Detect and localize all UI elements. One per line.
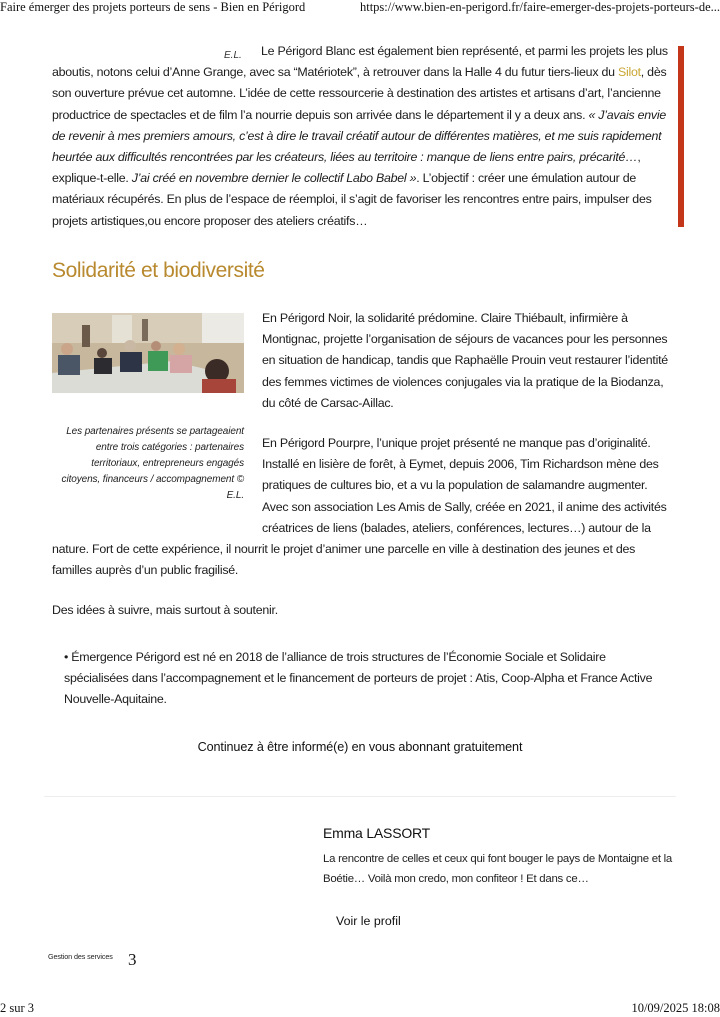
print-datetime: 10/09/2025 18:08	[631, 1001, 720, 1015]
intro-text-d: . L’objectif : créer une émulation autour de matériaux récupérés. En plus de l’espace de réemploi, il s’agit de favoriser les rencontres entre pairs, impulser des projets artistiques,ou encore proposer des ateliers créatifs…	[52, 171, 652, 228]
quote-a: « J’avais envie de revenir à mes premiers amours, c’est à dire le travail créatif autour de différentes matières, et me suis rapidement heurtée aux difficultés rencontrées par les créateurs, liées au territoire : manque de liens entre pairs, précarité…	[52, 107, 666, 165]
perigord-noir-paragraph: En Périgord Noir, la solidarité prédomine. Claire Thiébault, infirmière à Montignac, projette l’organisation de séjours de vacances pour les personnes en situation de handicap, tandis que Raphaëlle Prouin veut restaurer l’identité des femmes victimes de violences conjugales via la pratique de la Biodanza, du côté de Carsac-Aillac.	[262, 311, 668, 410]
author-bio: La rencontre de celles et ceux qui font bouger le pays de Montaigne et la Boétie… Voilà mon credo, mon confiteor ! Et dans ce…	[323, 853, 673, 885]
side-accent-bar	[678, 46, 684, 227]
photo-illustration	[52, 313, 244, 393]
partners-photo	[52, 313, 244, 393]
quote-b: J’ai créé en novembre dernier le collectif Labo Babel »	[131, 171, 417, 186]
print-page-indicator: 2 sur 3	[0, 1001, 35, 1015]
author-name: Emma LASSORT	[323, 825, 431, 841]
photo-caption: Les partenaires présents se partageaient entre trois catégories : partenaires territoriaux, entrepreneurs engagés citoyens, financeurs / accompagnement © E.L.	[61, 426, 244, 501]
subscribe-call-to-action[interactable]: Continuez à être informé(e) en vous abonnant gratuitement	[197, 740, 523, 754]
pourpre-text-b: nature. Fort de cette expérience, il nourrit le projet d’animer une parcelle en ville à destination des jeunes et des familles auprès d’un public fragilisé.	[52, 542, 636, 578]
pourpre-text-a: En Périgord Pourpre, l’unique projet présenté ne manque pas d’originalité. Installé en lisière de forêt, à Eymet, depuis 2006, Tim Richardson mène des pratiques de cultures bio, et a vu la population de salamandre augmenter. Avec son association Les Amis de Sally, créée en 2021, il anime des activités créatrices de liens (balades, ateliers, conférences, lectures…) autour de la	[262, 436, 667, 535]
browser-url: https://www.bien-en-perigord.fr/faire-emerger-des-projets-porteurs-de...	[359, 0, 720, 14]
cookie-services-button[interactable]: Gestion des services	[48, 952, 113, 961]
intro-text-b: , dès son ouverture prévue cet automne. L’idée de cette ressourcerie à destination des artistes et artisans d’art, l’ancienne productrice de spectacles et de film l’a nourrie depuis son arrivée dans le département il y a deux ans.	[52, 65, 667, 122]
intro-text	[52, 41, 672, 232]
section-divider	[44, 796, 676, 797]
intro-text-a: Le Périgord Blanc est également bien représenté, et parmi les projets les plus aboutis, notons celui d’Anne Grange, avec sa “Matériotek”, à retrouver dans la Halle 4 du futur tiers-lieux du	[52, 44, 668, 80]
closing-line: Des idées à suivre, mais surtout à soutenir.	[52, 603, 278, 617]
perigord-pourpre-paragraph	[52, 433, 672, 581]
browser-page-title: Faire émerger des projets porteurs de sens - Bien en Périgord	[0, 0, 306, 14]
intro-paragraph	[52, 41, 672, 232]
footnote-emergence: • Émergence Périgord est né en 2018 de l’alliance de trois structures de l’Économie Sociale et Solidaire spécialisées dans l’accompagnement et le financement de porteurs de projet : Atis, Coop-Alpha et France Active Nouvelle-Aquitaine.	[64, 650, 653, 707]
silot-link[interactable]: Silot	[617, 65, 641, 80]
view-profile-link[interactable]: Voir le profil	[336, 914, 401, 928]
image-credit: E.L.	[224, 50, 242, 61]
cookie-services-count: 3	[128, 950, 137, 969]
intro-text-c: , explique-t-elle.	[52, 150, 641, 186]
section-heading: Solidarité et biodiversité	[52, 259, 265, 282]
